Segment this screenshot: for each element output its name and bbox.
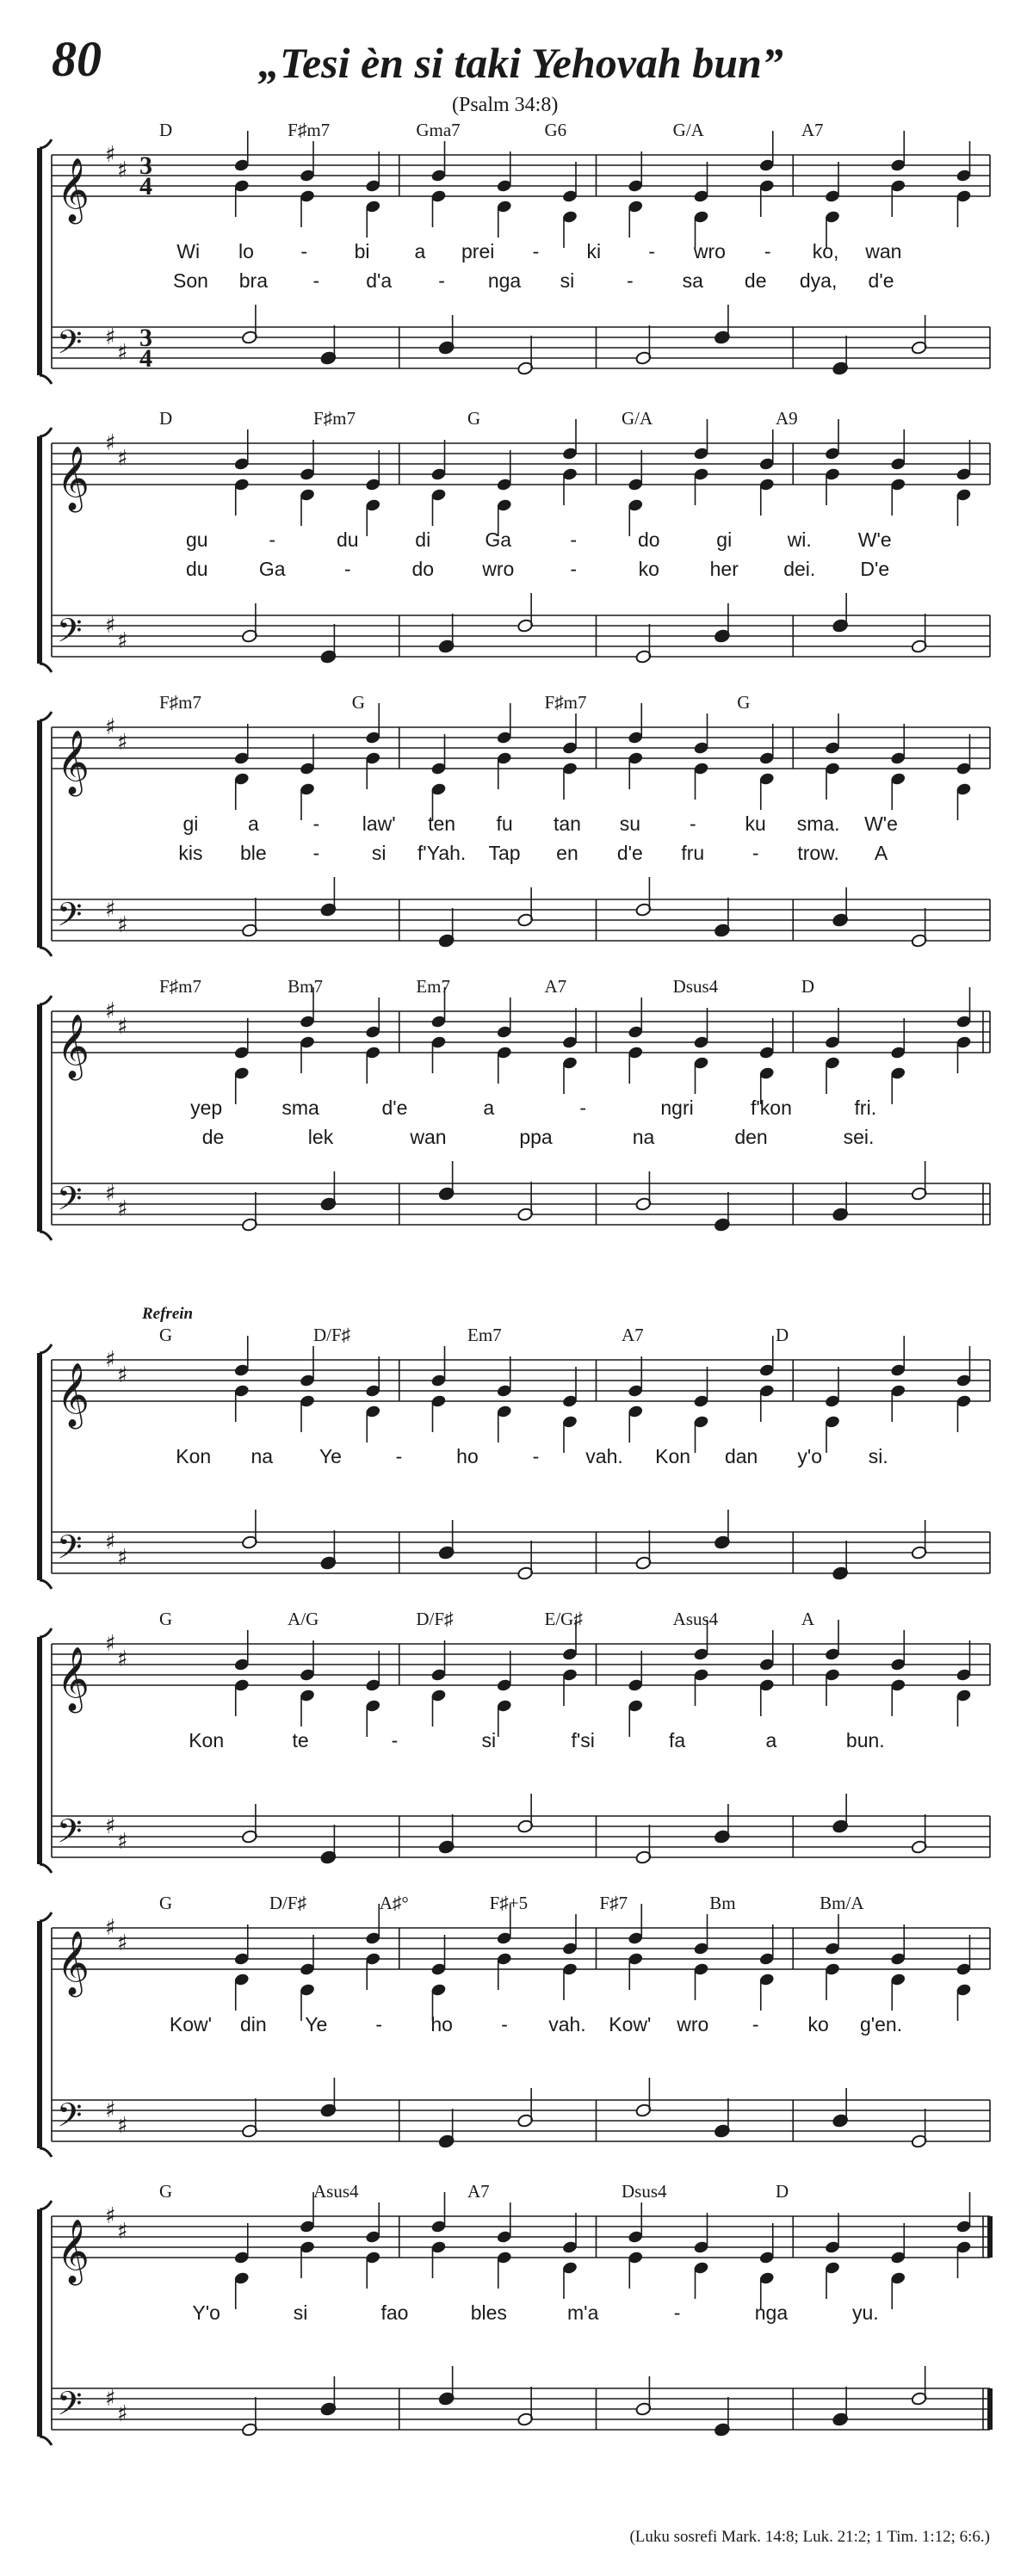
lyric-verse1: wi. (787, 528, 812, 551)
chord-symbol: F♯m7 (544, 692, 587, 713)
lyric-verse1: - (532, 240, 540, 263)
key-sharp-f: ♯ (105, 1181, 116, 1207)
lyric-verse2: f'Yah. (417, 842, 467, 864)
lyric-verse2: dei. (783, 558, 816, 580)
lyric-verse1: lo (238, 240, 254, 263)
lyric-verse1: Kon (655, 1445, 691, 1467)
lyric-verse1: - (570, 528, 578, 551)
chord-symbol: F♯m7 (288, 120, 331, 140)
key-sharp-c: ♯ (117, 1646, 128, 1672)
song-title: „Tesi èn si taki Yehovah bun” (258, 39, 783, 87)
bracket-hook (40, 2201, 52, 2209)
lyric-verse1: Kon (189, 1729, 225, 1751)
lyric-verse1: ho (456, 1445, 479, 1467)
lyric-verse2: d'e (868, 269, 894, 292)
lyric-verse2: si (371, 842, 387, 864)
bracket-hook (40, 2437, 52, 2445)
lyric-verse2: d'e (616, 842, 643, 864)
lyric-verse2: na (632, 1126, 655, 1148)
lyric-verse2: trow. (797, 842, 839, 864)
chord-symbol: D (801, 976, 815, 997)
lyric-verse1: Kow' (609, 2013, 652, 2035)
bracket-hook (40, 375, 52, 384)
key-sharp-c: ♯ (117, 628, 128, 654)
lyric-verse1: m'a (567, 2301, 599, 2324)
chord-symbol: D (159, 120, 173, 140)
lyric-verse1: - (752, 2013, 759, 2035)
key-sharp-c: ♯ (117, 2219, 128, 2245)
chord-symbol: D (159, 408, 173, 429)
key-sharp-c: ♯ (117, 730, 128, 756)
bass-clef-icon: 𝄢 (57, 1812, 83, 1858)
key-sharp-f: ♯ (105, 142, 116, 168)
lyric-verse1: - (312, 812, 320, 835)
treble-clef-icon: 𝄞 (57, 1647, 90, 1711)
lyric-verse1: tan (553, 812, 581, 835)
lyric-verse1: Ye (305, 2013, 328, 2035)
key-sharp-c: ♯ (117, 2401, 128, 2427)
lyric-verse1: f'si (571, 1729, 595, 1751)
chord-symbol: G (351, 692, 365, 713)
lyric-verse1: - (269, 528, 276, 551)
lyric-verse2: sei. (843, 1126, 875, 1148)
lyric-verse1: Kon (176, 1445, 212, 1467)
lyric-verse1: prei (461, 240, 495, 263)
chord-symbol: D/F♯ (416, 1609, 454, 1629)
key-sharp-f: ♯ (105, 1347, 116, 1373)
bracket-hook (40, 1628, 52, 1637)
lyric-verse2: ko (638, 558, 659, 580)
bracket-hook (40, 2148, 52, 2157)
lyric-verse2: her (709, 558, 739, 580)
lyric-verse1: - (501, 2013, 508, 2035)
key-sharp-f: ♯ (105, 613, 116, 639)
lyric-verse2: - (343, 558, 351, 580)
lyric-verse1: ku (745, 812, 766, 835)
key-sharp-f: ♯ (105, 430, 116, 456)
time-signature-top: 3 (139, 151, 152, 180)
lyric-verse2: Ga (258, 558, 286, 580)
chord-symbol: Asus4 (672, 1609, 719, 1629)
chord-symbol: Em7 (416, 976, 451, 997)
lyric-verse1: sma. (796, 812, 840, 835)
song-subtitle: (Psalm 34:8) (452, 94, 559, 116)
lyric-verse1: vah. (585, 1445, 623, 1467)
lyric-verse1: fu (496, 812, 513, 835)
time-signature-bottom: 4 (139, 172, 152, 201)
bracket-hook (40, 1232, 52, 1240)
chord-symbol: D/F♯ (269, 1893, 307, 1913)
bracket-hook (40, 664, 52, 672)
lyric-verse1: wan (865, 240, 902, 263)
chord-symbol: G/A (672, 120, 704, 140)
lyric-verse1: di (415, 528, 431, 551)
lyric-verse2: d'a (366, 269, 393, 292)
treble-clef-icon: 𝄞 (57, 158, 90, 222)
lyric-verse1: si. (868, 1445, 888, 1467)
key-sharp-f: ♯ (105, 1915, 116, 1941)
bracket-hook (40, 1344, 52, 1353)
chord-symbol: Bm/A (820, 1893, 864, 1913)
bass-clef-icon: 𝄢 (57, 611, 83, 658)
lyric-verse2: - (438, 269, 445, 292)
lyric-verse1: - (579, 1096, 587, 1119)
lyric-verse2: - (312, 269, 320, 292)
scripture-footnote: (Luku sosrefi Mark. 14:8; Luk. 21:2; 1 Tim. 1:12; 6:6.) (629, 2528, 990, 2546)
lyric-verse1: su (619, 812, 641, 835)
chord-symbol: G (159, 1893, 173, 1913)
key-sharp-f: ♯ (105, 2097, 116, 2123)
chord-symbol: G (737, 692, 751, 713)
bracket-hook (40, 428, 52, 436)
chord-symbol: G (159, 2181, 173, 2202)
lyric-verse1: d'e (381, 1096, 408, 1119)
lyric-verse1: din (240, 2013, 267, 2035)
lyric-verse1: bi (354, 240, 370, 263)
lyric-verse1: gi (716, 528, 733, 551)
lyric-verse2: - (312, 842, 320, 864)
bracket-hook (40, 139, 52, 148)
lyric-verse2: du (185, 558, 208, 580)
lyric-verse1: - (764, 240, 771, 263)
key-sharp-c: ♯ (117, 158, 128, 183)
lyric-verse1: fri. (854, 1096, 877, 1119)
lyric-verse1: g'en. (859, 2013, 903, 2035)
lyric-verse1: si (293, 2301, 308, 2324)
lyric-verse1: fao (380, 2301, 409, 2324)
treble-clef-icon: 𝄞 (57, 2220, 90, 2283)
bass-clef-icon: 𝄢 (57, 1528, 83, 1574)
lyric-verse1: f'kon (751, 1096, 792, 1119)
lyric-verse1: si (481, 1729, 497, 1751)
lyric-verse2: fru (681, 842, 705, 864)
chord-symbol: F♯+5 (489, 1893, 529, 1913)
treble-clef-icon: 𝄞 (57, 447, 90, 510)
lyric-verse1: vah. (548, 2013, 586, 2035)
lyric-verse1: Ye (319, 1445, 342, 1467)
time-signature-top: 3 (139, 324, 152, 352)
lyric-verse2: ppa (519, 1126, 553, 1148)
chord-symbol: Asus4 (313, 2181, 359, 2202)
lyric-verse1: - (391, 1729, 399, 1751)
lyric-verse2: - (752, 842, 759, 864)
key-sharp-f: ♯ (105, 1529, 116, 1555)
lyric-verse2: en (556, 842, 578, 864)
lyric-verse1: wro (677, 2013, 709, 2035)
treble-clef-icon: 𝄞 (57, 1931, 90, 1995)
lyric-verse1: bun. (845, 1729, 885, 1751)
lyric-verse1: ko (807, 2013, 829, 2035)
lyric-verse1: gu (185, 528, 208, 551)
lyric-verse1: ten (428, 812, 456, 835)
chord-symbol: Dsus4 (672, 976, 719, 997)
bracket-hook (40, 712, 52, 720)
lyric-verse2: dya, (799, 269, 838, 292)
lyric-verse1: Kow' (169, 2013, 213, 2035)
lyric-verse2: den (734, 1126, 768, 1148)
lyric-verse1: wro (693, 240, 726, 263)
lyric-verse2: - (570, 558, 578, 580)
lyric-verse1: nga (754, 2301, 789, 2324)
chord-symbol: Dsus4 (622, 2181, 667, 2202)
lyric-verse1: W'e (857, 528, 892, 551)
lyric-verse1: a (483, 1096, 495, 1119)
chord-symbol: A9 (776, 408, 798, 429)
key-sharp-c: ♯ (117, 1014, 128, 1040)
lyric-verse1: Wi (176, 240, 201, 263)
chord-symbol: A7 (622, 1325, 644, 1345)
lyric-verse1: - (673, 2301, 681, 2324)
key-sharp-f: ♯ (105, 1813, 116, 1839)
lyric-verse1: Y'o (192, 2301, 220, 2324)
lyric-verse2: bra (238, 269, 268, 292)
chord-symbol: G (159, 1609, 173, 1629)
time-signature-bottom: 4 (139, 344, 152, 373)
lyric-verse2: Son (172, 269, 208, 292)
key-sharp-c: ♯ (117, 1829, 128, 1855)
key-sharp-c: ♯ (117, 1930, 128, 1956)
lyric-verse1: W'e (864, 812, 898, 835)
lyric-verse2: kis (178, 842, 203, 864)
chord-symbol: A♯° (379, 1893, 409, 1913)
key-sharp-c: ♯ (117, 1362, 128, 1388)
chord-symbol: Bm7 (288, 976, 324, 997)
song-number: 80 (52, 31, 102, 87)
lyric-verse1: - (375, 2013, 383, 2035)
key-sharp-f: ♯ (105, 714, 116, 740)
refrain-label: Refrein (142, 1305, 194, 1323)
lyric-verse1: ngri (660, 1096, 694, 1119)
lyric-verse2: nga (487, 269, 522, 292)
key-sharp-c: ♯ (117, 340, 128, 366)
lyric-verse2: wro (482, 558, 515, 580)
lyric-verse2: D'e (860, 558, 890, 580)
key-sharp-f: ♯ (105, 2386, 116, 2412)
key-sharp-c: ♯ (117, 1196, 128, 1222)
chord-symbol: Em7 (467, 1325, 502, 1345)
lyric-verse1: fa (668, 1729, 686, 1751)
chord-symbol: Gma7 (416, 120, 461, 140)
bracket-hook (40, 996, 52, 1004)
key-sharp-c: ♯ (117, 1545, 128, 1571)
lyric-verse2: A (874, 842, 888, 864)
lyric-verse1: du (336, 528, 359, 551)
bracket-hook (40, 1580, 52, 1589)
lyric-verse1: ki (586, 240, 602, 263)
bass-clef-icon: 𝄢 (57, 2384, 83, 2431)
lyric-verse2: de (201, 1126, 225, 1148)
lyric-verse1: yu. (851, 2301, 879, 2324)
lyric-verse1: gi (182, 812, 199, 835)
lyric-verse2: - (627, 269, 634, 292)
chord-symbol: G6 (544, 120, 567, 140)
chord-symbol: G (159, 1325, 173, 1345)
lyric-verse1: a (414, 240, 426, 263)
lyric-verse1: na (251, 1445, 274, 1467)
lyric-verse1: bles (470, 2301, 507, 2324)
lyric-verse1: law' (362, 812, 396, 835)
treble-clef-icon: 𝄞 (57, 1363, 90, 1427)
key-sharp-c: ♯ (117, 912, 128, 938)
bracket-hook (40, 1912, 52, 1921)
lyric-verse2: si (560, 269, 575, 292)
lyric-verse1: ko, (812, 240, 839, 263)
lyric-verse1: sma (281, 1096, 319, 1119)
treble-clef-icon: 𝄞 (57, 1015, 90, 1078)
key-sharp-f: ♯ (105, 2203, 116, 2229)
lyric-verse1: - (689, 812, 696, 835)
lyric-verse1: a (247, 812, 259, 835)
lyric-verse2: lek (307, 1126, 334, 1148)
chord-symbol: A7 (544, 976, 567, 997)
bracket-hook (40, 1864, 52, 1873)
bass-clef-icon: 𝄢 (57, 895, 83, 942)
chord-symbol: F♯m7 (159, 692, 202, 713)
lyric-verse1: a (765, 1729, 777, 1751)
lyric-verse1: te (292, 1729, 309, 1751)
lyric-verse2: Tap (488, 842, 521, 864)
chord-symbol: G/A (622, 408, 653, 429)
bass-clef-icon: 𝄢 (57, 1179, 83, 1226)
key-sharp-c: ♯ (117, 446, 128, 472)
key-sharp-c: ♯ (117, 2113, 128, 2139)
chord-symbol: A/G (288, 1609, 319, 1629)
bracket-hook (40, 948, 52, 956)
lyric-verse1: dan (724, 1445, 758, 1467)
lyric-verse1: yep (190, 1096, 223, 1119)
lyric-verse1: y'o (797, 1445, 823, 1467)
chord-symbol: F♯m7 (159, 976, 202, 997)
lyric-verse1: ho (430, 2013, 453, 2035)
lyric-verse2: de (744, 269, 767, 292)
key-sharp-f: ♯ (105, 324, 116, 350)
chord-symbol: G (467, 408, 481, 429)
bass-clef-icon: 𝄢 (57, 2096, 83, 2142)
chord-symbol: D (776, 2181, 789, 2202)
lyric-verse1: - (300, 240, 308, 263)
chord-symbol: A7 (467, 2181, 490, 2202)
lyric-verse2: sa (682, 269, 703, 292)
key-sharp-f: ♯ (105, 897, 116, 923)
lyric-verse1: Ga (485, 528, 512, 551)
bass-clef-icon: 𝄢 (57, 323, 83, 369)
chord-symbol: E/G♯ (544, 1609, 583, 1629)
chord-symbol: Bm (709, 1893, 736, 1913)
key-sharp-f: ♯ (105, 998, 116, 1024)
chord-symbol: A7 (801, 120, 824, 140)
chord-symbol: D (776, 1325, 789, 1345)
lyric-verse2: ble (240, 842, 267, 864)
lyric-verse1: - (532, 1445, 540, 1467)
lyric-verse1: - (395, 1445, 403, 1467)
lyric-verse2: wan (410, 1126, 447, 1148)
treble-clef-icon: 𝄞 (57, 731, 90, 794)
chord-symbol: F♯m7 (313, 408, 356, 429)
lyric-verse1: - (648, 240, 655, 263)
lyric-verse1: do (637, 528, 660, 551)
key-sharp-f: ♯ (105, 1631, 116, 1657)
lyric-verse2: do (411, 558, 435, 580)
chord-symbol: F♯7 (599, 1893, 628, 1913)
chord-symbol: D/F♯ (313, 1325, 351, 1345)
chord-symbol: A (801, 1609, 815, 1629)
